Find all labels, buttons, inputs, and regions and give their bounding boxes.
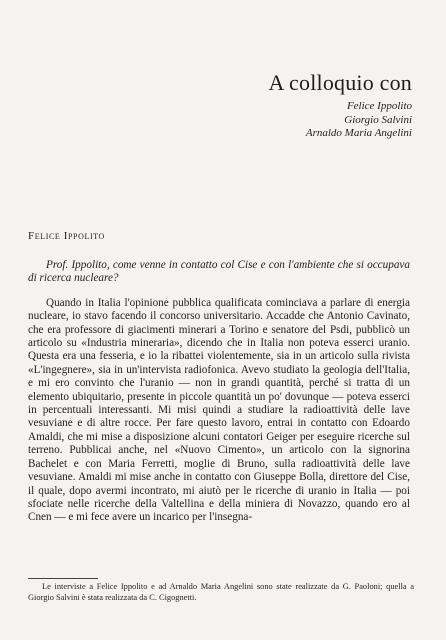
title-block	[268, 70, 412, 141]
author-name: Felice Ippolito	[346, 100, 412, 112]
interview-body	[28, 259, 410, 525]
section-speaker-heading: Felice Ippolito	[28, 230, 105, 242]
footnote-divider	[28, 578, 98, 579]
interview-answer: Quando in Italia l'opinione pubblica qualificata cominciava a parlare di energia nucleare, io stavo facendo il concorso universitario. Accadde che Antonio Cavinato, che era professore di giacimenti minerari a Torino e senatore del Psdi, pubblicò un articolo su «Industria mineraria», dicendo che in Italia non poteva esserci uranio. Questa era una fesseria, e io la ribattei violentemente, sia in un articolo sulla rivista «L'ingegnere», sia in un'intervista radiofonica. Avevo studiato la geologia dell'Italia, e mi ero convinto che l'uranio — non in grandi quantità, perché si tratta di un elemento ubiquitario, presente in piccole quantità un po' dovunque — poteva esserci in percentuali interessanti. Mi misi quindi a studiare la radioattività delle lave vesuviane e di altre rocce. Per fare questo lavoro, entrai in contatto con Edoardo Amaldi, che mi mise a disposizione alcuni contatori Geiger per eseguire ricerche sul terreno. Pubblicai anche, nel «Nuovo Cimento», un articolo con la signorina Bachelet e con Maria Ferretti, moglie di Bruno, sulla radioattività delle lave vesuviane. Amaldi mi mise anche in contatto con Giuseppe Bolla, direttore del Cise, il quale, dopo avermi incontrato, mi aiutò per le ricerche di uranio in Italia — poi sfociate nelle ricerche della Valtellina e della miniera di Novazzo, quando ero al Cnen — e mi fece avere un incarico per l'insegna-	[28, 296, 410, 524]
page-title: A colloquio con	[268, 70, 412, 95]
author-name: Giorgio Salvini	[344, 113, 412, 126]
author-name: Arnaldo Maria Angelini	[305, 127, 412, 139]
interview-question: Prof. Ippolito, come venne in contatto col Cise e con l'ambiente che si occupava di ricerca nucleare?	[28, 259, 410, 285]
footnote: Le interviste a Felice Ippolito e ad Arnaldo Maria Angelini sono state realizzate da G. Paoloni; quella a Giorgio Salvini è stata realizzata da C. Cigognetti.	[28, 582, 414, 602]
author-list	[268, 100, 412, 141]
